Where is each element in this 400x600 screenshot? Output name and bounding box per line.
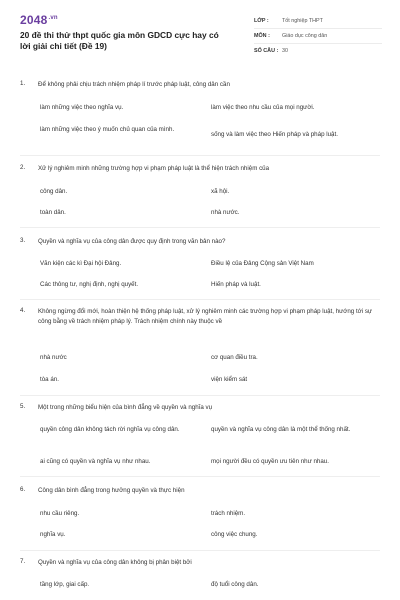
question-3 xyxy=(20,237,380,307)
question-5 xyxy=(20,403,380,483)
question-6 xyxy=(20,486,380,556)
answer-option[interactable]: tòa án. xyxy=(40,376,59,383)
question-number: 4. xyxy=(20,307,26,314)
answer-option[interactable]: quyền công dân không tách rời nghĩa vụ công dân. xyxy=(40,426,180,433)
divider xyxy=(20,395,380,396)
question-text: Công dân bình đẳng trong hưởng quyền và thực hiện xyxy=(38,487,185,494)
divider xyxy=(20,550,380,551)
divider xyxy=(20,227,380,228)
question-number: 1. xyxy=(20,80,26,87)
question-text: Để không phải chịu trách nhiệm pháp lí trước pháp luật, công dân cần xyxy=(38,81,230,88)
question-7 xyxy=(20,558,380,598)
answer-option[interactable]: công việc chung. xyxy=(211,531,258,538)
question-2 xyxy=(20,164,380,234)
meta-key: SỐ CÂU : xyxy=(254,48,279,54)
answer-option[interactable]: quyền và nghĩa vụ công dân là một thể thống nhất. xyxy=(211,426,351,433)
question-number: 3. xyxy=(20,237,26,244)
question-number: 7. xyxy=(20,558,26,565)
answer-option[interactable]: nhà nước. xyxy=(211,209,240,216)
answer-option[interactable]: làm những việc theo nghĩa vụ. xyxy=(40,104,124,111)
question-1 xyxy=(20,80,380,160)
question-number: 5. xyxy=(20,403,26,410)
meta-value: 30 xyxy=(282,48,288,54)
meta-key: MÔN : xyxy=(254,33,270,39)
answer-option[interactable]: ai cũng có quyền và nghĩa vụ như nhau. xyxy=(40,458,151,465)
site-logo[interactable] xyxy=(20,13,58,27)
logo-text: 2048 xyxy=(20,13,48,27)
answer-option[interactable]: toàn dân. xyxy=(40,209,66,216)
meta-row-class xyxy=(254,14,382,29)
answer-option[interactable]: nghĩa vụ. xyxy=(40,531,66,538)
header xyxy=(0,0,400,62)
meta-row-count xyxy=(254,44,382,58)
divider xyxy=(20,476,380,477)
divider xyxy=(20,299,380,300)
question-text: Một trong những biểu hiện của bình đẳng về quyền và nghĩa vụ xyxy=(38,404,213,411)
answer-option[interactable]: nhu cầu riêng. xyxy=(40,510,80,517)
question-text: Xử lý nghiêm minh những trường hợp vi phạm pháp luật là thể hiện trách nhiệm của xyxy=(38,165,270,172)
answer-option[interactable]: xã hội. xyxy=(211,188,230,195)
meta-table xyxy=(254,14,382,58)
meta-row-subject xyxy=(254,29,382,44)
meta-value: Giáo dục công dân xyxy=(282,33,328,39)
answer-option[interactable]: nhà nước xyxy=(40,354,67,361)
question-text: Không ngừng đổi mới, hoàn thiện hệ thống pháp luật, xử lý nghiêm minh các trường hợp vi phạm pháp luật, hướng tới sự công bằng về trách nhiệm pháp lý. Trách nhiệm chính này thuộc về xyxy=(38,308,373,325)
question-text: Quyền và nghĩa vụ của công dân không bị phân biệt bởi xyxy=(38,559,192,566)
answer-option[interactable]: sống và làm việc theo Hiến pháp và pháp luật. xyxy=(211,131,338,138)
question-number: 6. xyxy=(20,486,26,493)
meta-key: LỚP : xyxy=(254,18,269,24)
answer-option[interactable]: trách nhiệm. xyxy=(211,510,246,517)
answer-option[interactable]: cơ quan điều tra. xyxy=(211,354,258,361)
answer-option[interactable]: làm việc theo nhu cầu của mọi người. xyxy=(211,104,315,111)
meta-value: Tốt nghiệp THPT xyxy=(282,18,323,24)
answer-option[interactable]: làm những việc theo ý muốn chủ quan của mình. xyxy=(40,126,175,133)
question-number: 2. xyxy=(20,164,26,171)
answer-option[interactable]: Điều lệ của Đảng Cộng sản Việt Nam xyxy=(211,260,314,267)
answer-option[interactable]: độ tuổi công dân. xyxy=(211,581,259,588)
answer-option[interactable]: công dân. xyxy=(40,188,68,195)
answer-option[interactable]: tầng lớp, giai cấp. xyxy=(40,581,90,588)
question-text: Quyền và nghĩa vụ của công dân được quy định trong văn bản nào? xyxy=(38,238,226,245)
answer-option[interactable]: Văn kiện các kì Đại hội Đảng. xyxy=(40,260,122,267)
answer-option[interactable]: Các thông tư, nghị định, nghị quyết. xyxy=(40,281,139,288)
logo-suffix: .vn xyxy=(48,15,58,21)
question-4 xyxy=(20,307,380,397)
page-title: 20 đề thi thử thpt quốc gia môn GDCD cực hay có lời giải chi tiết (Đề 19) xyxy=(20,30,219,51)
answer-option[interactable]: viện kiểm sát xyxy=(211,376,248,383)
answer-option[interactable]: mọi người đều có quyền ưu tiên như nhau. xyxy=(211,458,329,465)
divider xyxy=(20,155,380,156)
answer-option[interactable]: Hiến pháp và luật. xyxy=(211,281,261,288)
